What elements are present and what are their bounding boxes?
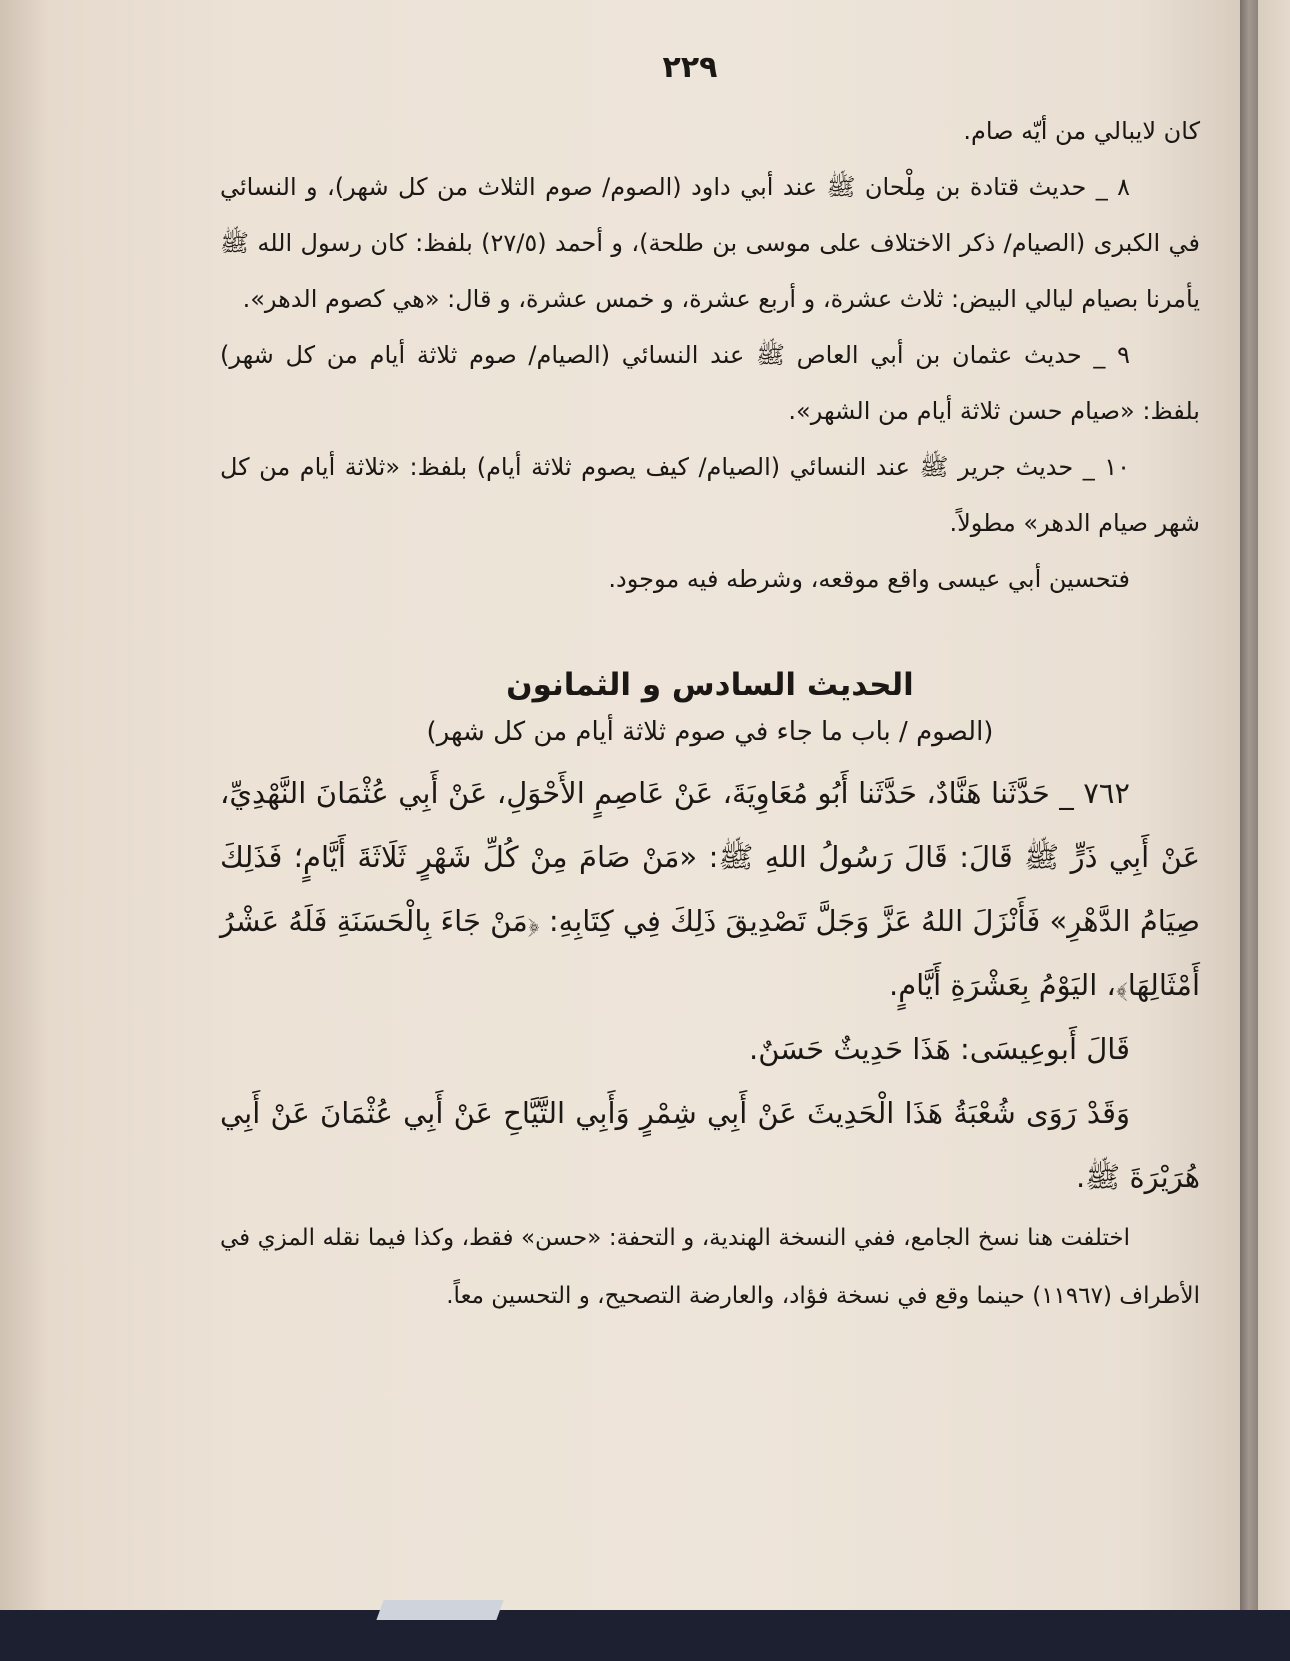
section-title: الحديث السادس و الثمانون (506, 667, 914, 703)
book-spine (1240, 0, 1258, 1610)
hadith-reference-10: ١٠ _ حديث جرير ﷺ عند النسائي (الصيام/ كيف يصوم ثلاثة أيام) بلفظ: «ثلاثة أيام من كل شهر صيام الدهر» مطولاً. (220, 453, 1200, 537)
hadith-reference-8: ٨ _ حديث قتادة بن مِلْحان ﷺ عند أبي داود (الصوم/ صوم الثلاث من كل شهر)، و النسائي في الكبرى (الصيام/ ذكر الاختلاف على موسى بن طلحة)، و أحمد (٢٧/٥) بلفظ: كان رسول الله ﷺ يأمرنا بصيام ليالي البيض: ثلاث عشرة، و أربع عشرة، و خمس عشرة، و قال: «هي كصوم الدهر». (220, 173, 1201, 313)
footnote-paragraph: اختلفت هنا نسخ الجامع، ففي النسخة الهندية، و التحفة: «حسن» فقط، وكذا فيما نقله المزي في الأطراف (١١٩٦٧) حينما وقع في نسخة فؤاد، والعارضة التصحيح، و التحسين معاً. (220, 1225, 1200, 1309)
page-text (220, 50, 1200, 1325)
adjacent-page-edge (1258, 0, 1290, 1610)
section-subtitle: (الصوم / باب ما جاء في صوم ثلاثة أيام من كل شهر) (426, 717, 994, 747)
hadith-text: ٧٦٢ _ حَدَّثَنا هَنَّادٌ، حَدَّثَنا أَبُو مُعَاوِيَةَ، عَنْ عَاصِمٍ الأَحْوَلِ، عَنْ أَبِي عُثْمَانَ النَّهْدِيِّ، عَنْ أَبِي ذَرٍّ ﷺ قَالَ: قَالَ رَسُولُ اللهِ ﷺ: «مَنْ صَامَ مِنْ كُلِّ شَهْرٍ ثَلَاثَةَ أَيَّامٍ؛ فَذَلِكَ صِيَامُ الدَّهْرِ» فَأَنْزَلَ اللهُ عَزَّ وَجَلَّ تَصْدِيقَ ذَلِكَ فِي كِتَابِهِ: ﴿مَنْ جَاءَ بِالْحَسَنَةِ فَلَهُ عَشْرُ أَمْثَالِهَا﴾، اليَوْمُ بِعَشْرَةِ أَيَّامٍ. (220, 776, 1200, 1002)
page-number: ٢٢٩ (662, 50, 718, 85)
conclusion-paragraph: فتحسين أبي عيسى واقع موقعه، وشرطه فيه موجود. (608, 565, 1130, 593)
bookmark-ribbon (376, 1600, 503, 1620)
hadith-reference-9: ٩ _ حديث عثمان بن أبي العاص ﷺ عند النسائي (الصيام/ صوم ثلاثة أيام من كل شهر) بلفظ: «صيام حسن ثلاثة أيام من الشهر». (220, 341, 1200, 425)
line-continuation: كان لايبالي من أيّه صام. (963, 117, 1200, 145)
abu-isa-statement: قَالَ أَبوعِيسَى: هَذَا حَدِيثٌ حَسَنٌ. (749, 1032, 1130, 1066)
shuba-narration: وَقَدْ رَوَى شُعْبَةُ هَذَا الْحَدِيثَ عَنْ أَبِي شِمْرٍ وَأَبِي التَّيَّاحِ عَنْ أَبِي عُثْمَانَ عَنْ أَبِي هُرَيْرَةَ ﷺ. (220, 1096, 1200, 1194)
